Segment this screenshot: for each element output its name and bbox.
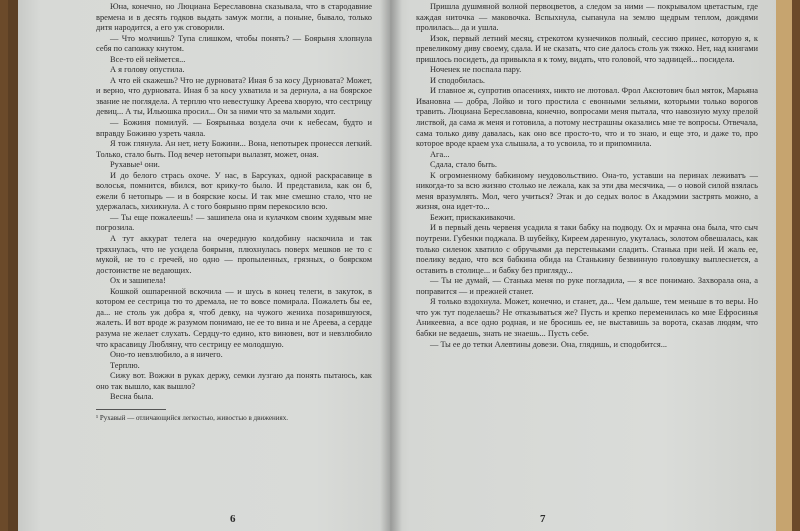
paragraph: Рухавые¹ они.: [110, 160, 160, 170]
paragraph: Кошкой ошпаренной вскочила — и шусь в конец телеги, в закуток, в котором ее сестрица тю то дремала, не то вовсе помирала. Пожалеть бы ее, да... не столь уж добра я, чтоб девку, на чужого жениха позарившуюся, жалеть. И вот вроде ж разумом понимаю, не ее то вина и не Ареева, а сердце разума не желает слухать. Сердцу-то едино, кто виновен, вот и невзлюбило что красавицу Любляну, что сестрицу ее молодшую.: [96, 286, 372, 349]
page-number-left: 6: [230, 513, 236, 525]
paragraph: Ох и зашипела!: [110, 276, 166, 286]
book-edge: [776, 0, 792, 531]
paragraph: Я тож глянула. Ан нет, нету Божини... Вона, непотырек пронесся легкий. Только, стало быть. Под вечер нетопыри вылазят, может, оная.: [96, 139, 372, 159]
paragraph: — Ты еще пожалеешь! — зашипела она и кулачком своим худявым мне погрозила.: [96, 212, 372, 233]
book-gutter: [380, 0, 402, 531]
paragraph: Ноченек не поспала пару.: [430, 65, 522, 75]
paragraph: И сподобилась.: [430, 75, 486, 85]
paragraph: И в первый день червеня усадила я таки бабку на подводу. Ох и мрачна она была, что сыч поутрени. Губенки поджала. В шубейку, Киреем даренную, укуталась, золотом обвешалась, как только силенок хватило с обручьями да перстеньками сладить. Станька при ней. И жаль ее, поелику ведаю, что вся бабкина обида на Станькину безвинную головушку выплеснется, а оставить в столице... и бабку без пригляду...: [416, 223, 758, 275]
paragraph: А тут аккурат телега на очередную колдобину наскочила и так тряхнулась, что не усидела боярыня, плюхнулась поверх мешков не то с мукой, не то с гречей, но одно — пропыленных, грязных, о боярском достоинстве не ведающих.: [96, 234, 372, 275]
paragraph: Оно-то невзлюбило, а я ничего.: [110, 350, 223, 360]
right-page-text: [416, 2, 758, 350]
paragraph: Ага...: [430, 149, 450, 159]
paragraph: Пришла душмяной волной первоцветов, а следом за ними — покрывалом цветастым, где каждая ниточка — маковочка. Вспыхнула, сыпанула на землю щедрым теплом, дождями пролилась... да и ушла.: [416, 2, 758, 33]
page-number-right: 7: [540, 513, 546, 525]
paragraph: И главное ж, супротив опасениях, никто не лютовал. Фрол Аксютович был мяток, Марьяна Ивановна — добра, Лойко и того простила с евонными зельями, которыми только ворогов травить. Люциана Береславовна, конечно, вопросами меня пытала, что навозную муху прелой листвой, да сама ж меня и готовила, а потому нестрашны оказались мне те вопросы. Отвечала, сама только диву давалась, как оно все просто-то, что и то знаю, и еще это, и даже то, про которое вроде краем уха слышала, а то усвоила, то и припомнила.: [416, 86, 758, 149]
paragraph: Сижу вот. Вожжи в руках держу, семки лузгаю да понять пытаюсь, как оно так вышло, как вышло?: [96, 371, 372, 391]
paragraph: К огромненному бабкиному неудовольствию. Она-то, уставши на перинах леживатъ — никогда-то за всю жизню столько не лежала, как за эти два месячика, — о новой силой взялась меня вразумлять. Мол, чего учиться? Этак и до седых волос в Акадэмии застрять можно, а жизня, она идет-то...: [416, 170, 758, 212]
paragraph: — Божиня помилуй. — Боярынька воздела очи к небесам, будто и вправду Божиню узреть чаяла.: [96, 118, 372, 138]
paragraph: — Что молчишь? Тупа слишком, чтобы понять? — Боярыня хлопнула себя по сапожку кнутом.: [96, 33, 372, 54]
paragraph: Терплю.: [110, 360, 140, 370]
paragraph: — Ты не думай, — Станька меня по руке погладила, — я все понимаю. Захворала она, а поправится — и прежней станет.: [416, 276, 758, 296]
paragraph: Весна была.: [110, 392, 154, 402]
left-page-text: [96, 2, 372, 403]
paragraph: Сдала, стало быть.: [430, 160, 497, 170]
paragraph: А я голову опустила.: [110, 65, 185, 75]
book-spread: [8, 0, 792, 531]
paragraph: — Ты ее до тетки Алевтины довези. Она, глядишь, и сподобится...: [430, 339, 668, 349]
paragraph: Изок, первый летний месяц, стрекотом кузнечиков полный, сессию принес, которую я, к превеликому диву своему, сдала. И не сказать, что сие далось столь уж тяжко. Нет, над книгами пришлось посидеть, да привыкла я к тому, видать, что головой, что задницей... посидела.: [416, 33, 758, 64]
paragraph: Бежит, приcкакивакочи.: [430, 212, 516, 222]
footnote-rule: [96, 409, 166, 410]
paragraph: Все-то ей неймется...: [110, 54, 186, 64]
right-page: [390, 0, 776, 531]
left-page: [18, 0, 390, 531]
paragraph: Я только вздохнула. Может, конечно, и станет, да... Чем дальше, тем меньше в то веры. Но что уж тут поделаешь? Не отказываться же? Пусть и крепко переменилась ко мне Ефросинья Аникеевна, а все одно родная, и не бросишь ее, не выставишь за ворота, сказав людям, что бабки не ведаешь, знать не знаешь... Пусть себе.: [416, 297, 758, 338]
footnote: ¹ Рухавый — отличающийся легкостью, живостью в движениях.: [96, 413, 288, 422]
paragraph: И до белого стрась охоче. У нас, в Барсуках, одной раскрасавице в волосья, помнится, вбился, вот крику-то было. И представила, как он б, ежели б нетопырь — и в боярские косы. И так мне смешно стало, что не удержалась, хихикнула. А с того боярыню прям перекосило всю.: [96, 170, 372, 212]
paragraph: А что ей скажешь? Что не дурновата? Иная б за косу Дурновата? Может, и верно, что дурновата. Иная б за косу ухватила и за дернула, а на боярское звание не поглядела. А терплю что невестушку Ареева хворую, что сестрицу девиц... А ты, Ильюшка просил... Он за ними что за малыми ходит.: [96, 75, 372, 117]
paragraph: Юна, конечно, но Люциана Береславовна сказывала, что в стародавние времена и в десять годков выдать замуж могли, а поныне, бывало, только дитя народится, а его уж сговорили.: [96, 2, 372, 33]
